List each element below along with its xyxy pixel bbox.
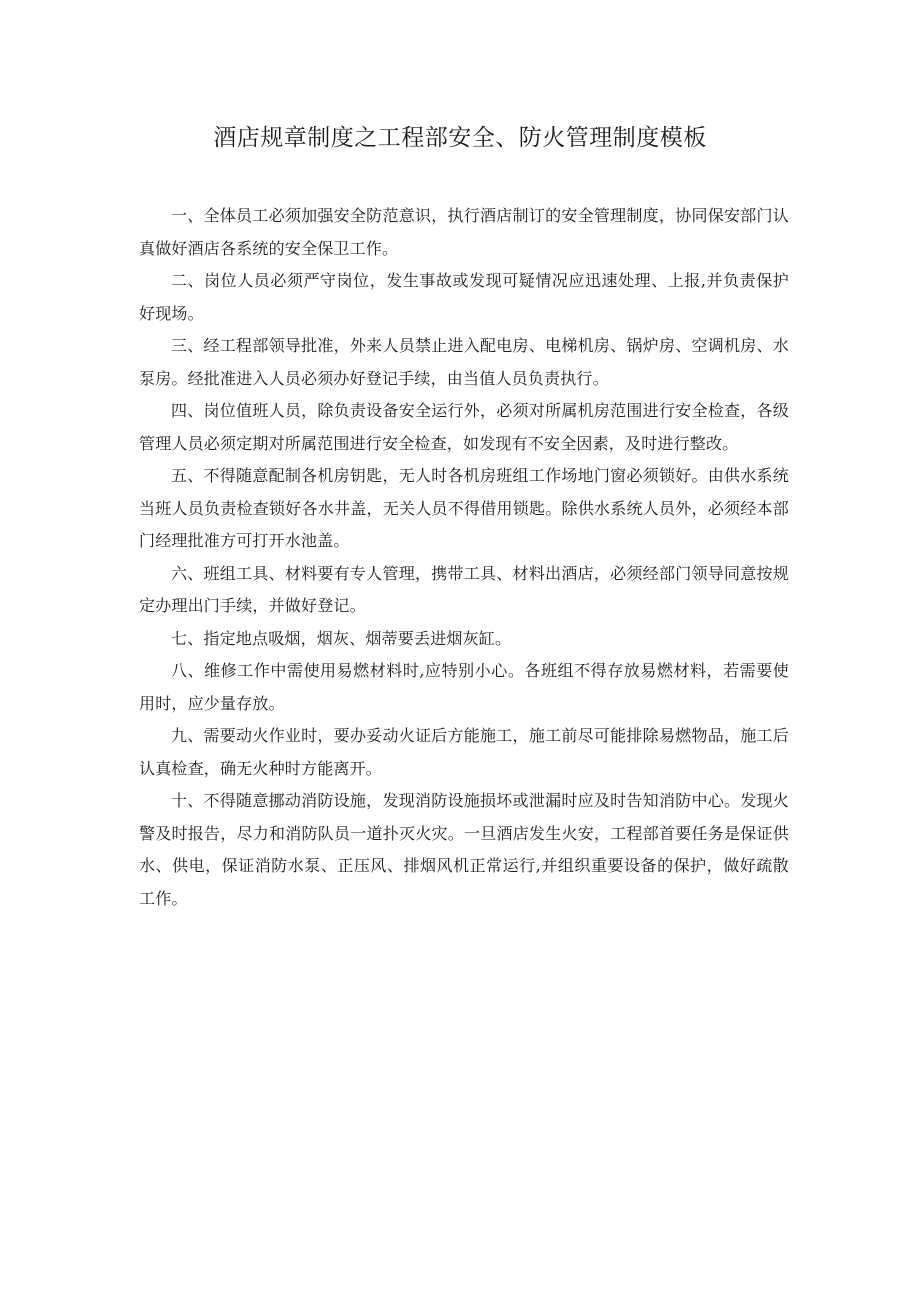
- paragraph-5: 五、不得随意配制各机房钥匙，无人时各机房班组工作场地门窗必须锁好。由供水系统当班人员负责检查锁好各水井盖，无关人员不得借用锁匙。除供水系统人员外，必须经本部门经理批准方可打开水池盖。: [139, 466, 789, 550]
- paragraph-3: 三、经工程部领导批准，外来人员禁止进入配电房、电梯机房、锅炉房、空调机房、水泵房。经批准进入人员必须办好登记手续，由当值人员负责执行。: [139, 336, 789, 388]
- paragraph-10: 十、不得随意挪动消防设施，发现消防设施损坏或泄漏时应及时告知消防中心。发现火警及时报告，尽力和消防队员一道扑灭火灾。一旦酒店发生火安，工程部首要任务是保证供水、供电，保证消防水泵、正压风、排烟风机正常运行,并组织重要设备的保护，做好疏散工作。: [139, 791, 789, 908]
- paragraph-7: 七、指定地点吸烟，烟灰、烟蒂要丢进烟灰缸。: [171, 628, 512, 648]
- paragraph-6: 六、班组工具、材料要有专人管理，携带工具、材料出酒店，必须经部门领导同意按规定办理出门手续，并做好登记。: [139, 563, 789, 615]
- paragraph-1: 一、全体员工必须加强安全防范意识，执行酒店制订的安全管理制度，协同保安部门认真做好酒店各系统的安全保卫工作。: [139, 206, 789, 258]
- paragraph-2: 二、岗位人员必须严守岗位，发生事故或发现可疑情况应迅速处理、上报,并负责保护好现场。: [139, 271, 789, 323]
- paragraph-8: 八、维修工作中需使用易燃材料时,应特别小心。各班组不得存放易燃材料，若需要使用时，应少量存放。: [139, 661, 789, 713]
- document-title: 酒店规章制度之工程部安全、防火管理制度模板: [213, 125, 707, 151]
- paragraph-4: 四、岗位值班人员，除负责设备安全运行外，必须对所属机房范围进行安全检查，各级管理人员必须定期对所属范围进行安全检查，如发现有不安全因素，及时进行整改。: [139, 401, 789, 453]
- paragraph-9: 九、需要动火作业时，要办妥动火证后方能施工，施工前尽可能排除易燃物品，施工后认真检查，确无火种时方能离开。: [139, 726, 789, 778]
- document-body: [139, 200, 789, 915]
